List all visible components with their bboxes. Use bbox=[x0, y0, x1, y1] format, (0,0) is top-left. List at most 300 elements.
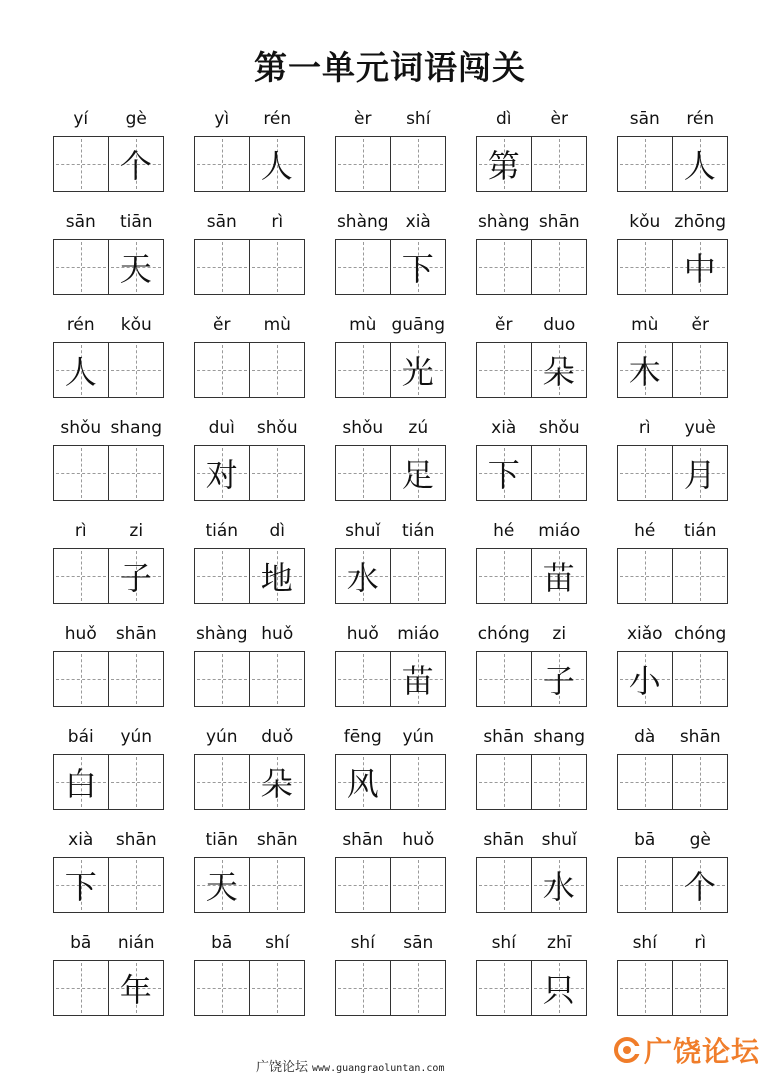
pinyin-row bbox=[194, 207, 305, 237]
tianzige-pair bbox=[53, 651, 164, 707]
tianzige-box[interactable] bbox=[391, 445, 447, 501]
pinyin-row bbox=[194, 310, 305, 340]
tianzige-pair bbox=[476, 857, 587, 913]
tianzige-box[interactable] bbox=[617, 136, 673, 192]
tianzige-box[interactable] bbox=[53, 548, 109, 604]
tianzige-pair bbox=[617, 754, 728, 810]
tianzige-box[interactable] bbox=[250, 136, 306, 192]
pinyin-row bbox=[476, 722, 587, 752]
tianzige-pair bbox=[194, 136, 305, 192]
pinyin-syllable: xià bbox=[491, 418, 517, 438]
tianzige-box[interactable] bbox=[673, 651, 729, 707]
hanzi-char bbox=[250, 343, 305, 397]
tianzige-pair bbox=[335, 548, 446, 604]
pinyin-row bbox=[53, 928, 164, 958]
word-item bbox=[335, 516, 446, 619]
pinyin-syllable: shān bbox=[538, 212, 580, 232]
tianzige-box[interactable] bbox=[476, 239, 532, 295]
hanzi-char bbox=[618, 961, 672, 1015]
pinyin-row bbox=[194, 104, 305, 134]
pinyin-syllable: dì bbox=[269, 521, 285, 541]
page-title: 第一单元词语闯关 bbox=[254, 48, 526, 87]
tianzige-box[interactable] bbox=[53, 239, 109, 295]
tianzige-box[interactable] bbox=[532, 651, 588, 707]
hanzi-char: 个 bbox=[683, 868, 716, 906]
pinyin-syllable: sān bbox=[403, 933, 434, 953]
word-item bbox=[53, 928, 164, 1031]
hanzi-char bbox=[673, 549, 728, 603]
tianzige-box[interactable] bbox=[391, 548, 447, 604]
word-item bbox=[194, 104, 305, 207]
tianzige-box[interactable] bbox=[476, 136, 532, 192]
hanzi-char bbox=[195, 652, 249, 706]
hanzi-char bbox=[54, 240, 108, 294]
word-item bbox=[53, 516, 164, 619]
pinyin-syllable: shàng bbox=[477, 212, 530, 232]
tianzige-box[interactable] bbox=[617, 754, 673, 810]
hanzi-char: 水 bbox=[346, 559, 379, 597]
hanzi-char bbox=[618, 240, 672, 294]
tianzige-box[interactable] bbox=[532, 548, 588, 604]
word-item bbox=[617, 825, 728, 928]
pinyin-syllable: shàng bbox=[195, 624, 248, 644]
tianzige-pair bbox=[476, 754, 587, 810]
pinyin-syllable: rén bbox=[686, 109, 715, 129]
tianzige-box[interactable] bbox=[673, 136, 729, 192]
hanzi-char bbox=[54, 652, 108, 706]
pinyin-row bbox=[53, 722, 164, 752]
pinyin-row bbox=[476, 310, 587, 340]
hanzi-char: 小 bbox=[628, 662, 661, 700]
pinyin-syllable: zi bbox=[129, 521, 144, 541]
tianzige-box[interactable] bbox=[673, 445, 729, 501]
hanzi-char bbox=[391, 961, 446, 1015]
hanzi-char bbox=[109, 343, 164, 397]
tianzige-box[interactable] bbox=[617, 651, 673, 707]
tianzige-box[interactable] bbox=[673, 857, 729, 913]
pinyin-row bbox=[476, 928, 587, 958]
tianzige-pair bbox=[335, 960, 446, 1016]
hanzi-char: 下 bbox=[487, 456, 520, 494]
tianzige-box[interactable] bbox=[532, 754, 588, 810]
tianzige-box[interactable] bbox=[476, 548, 532, 604]
tianzige-box[interactable] bbox=[194, 342, 250, 398]
tianzige-box[interactable] bbox=[335, 651, 391, 707]
tianzige-box[interactable] bbox=[532, 857, 588, 913]
word-item bbox=[194, 619, 305, 722]
pinyin-row bbox=[335, 619, 446, 649]
pinyin-row bbox=[335, 722, 446, 752]
tianzige-box[interactable] bbox=[194, 960, 250, 1016]
word-item bbox=[476, 516, 587, 619]
word-item bbox=[194, 722, 305, 825]
pinyin-syllable: ěr bbox=[213, 315, 231, 335]
pinyin-syllable: bā bbox=[70, 933, 92, 953]
pinyin-row bbox=[194, 928, 305, 958]
pinyin-syllable: huǒ bbox=[402, 830, 435, 850]
pinyin-syllable: hé bbox=[634, 521, 656, 541]
tianzige-pair bbox=[194, 651, 305, 707]
tianzige-box[interactable] bbox=[335, 857, 391, 913]
pinyin-syllable: nián bbox=[117, 933, 155, 953]
tianzige-pair bbox=[617, 136, 728, 192]
pinyin-syllable: tián bbox=[401, 521, 435, 541]
word-item bbox=[53, 619, 164, 722]
hanzi-char bbox=[673, 961, 728, 1015]
pinyin-syllable: xià bbox=[405, 212, 431, 232]
pinyin-syllable: yì bbox=[214, 109, 230, 129]
word-item bbox=[617, 310, 728, 413]
pinyin-syllable: shǒu bbox=[60, 418, 102, 438]
pinyin-syllable: yí bbox=[73, 109, 89, 129]
pinyin-syllable: huǒ bbox=[346, 624, 379, 644]
word-item bbox=[617, 104, 728, 207]
tianzige-box[interactable] bbox=[194, 548, 250, 604]
pinyin-syllable: mù bbox=[631, 315, 659, 335]
tianzige-box[interactable] bbox=[250, 548, 306, 604]
pinyin-syllable: bái bbox=[67, 727, 94, 747]
tianzige-box[interactable] bbox=[335, 548, 391, 604]
pinyin-syllable: gè bbox=[689, 830, 711, 850]
pinyin-row bbox=[53, 207, 164, 237]
tianzige-pair bbox=[194, 445, 305, 501]
pinyin-syllable: yún bbox=[402, 727, 435, 747]
word-item bbox=[335, 619, 446, 722]
site-logo[interactable] bbox=[614, 1030, 760, 1070]
tianzige-box[interactable] bbox=[53, 445, 109, 501]
hanzi-char: 对 bbox=[205, 456, 238, 494]
tianzige-box[interactable] bbox=[617, 548, 673, 604]
hanzi-char bbox=[54, 961, 108, 1015]
word-item bbox=[476, 413, 587, 516]
hanzi-char bbox=[336, 858, 390, 912]
tianzige-pair bbox=[53, 342, 164, 398]
tianzige-box[interactable] bbox=[53, 651, 109, 707]
word-item bbox=[335, 104, 446, 207]
tianzige-box[interactable] bbox=[532, 960, 588, 1016]
pinyin-syllable: ěr bbox=[691, 315, 709, 335]
pinyin-syllable: shān bbox=[256, 830, 298, 850]
tianzige-box[interactable] bbox=[335, 754, 391, 810]
hanzi-char: 下 bbox=[401, 250, 434, 288]
pinyin-syllable: shuǐ bbox=[541, 830, 577, 850]
tianzige-box[interactable] bbox=[53, 960, 109, 1016]
tianzige-box[interactable] bbox=[476, 857, 532, 913]
tianzige-box[interactable] bbox=[617, 342, 673, 398]
word-grid bbox=[53, 104, 728, 1031]
tianzige-pair bbox=[335, 239, 446, 295]
hanzi-char bbox=[532, 137, 587, 191]
tianzige-box[interactable] bbox=[391, 754, 447, 810]
tianzige-pair bbox=[617, 239, 728, 295]
tianzige-box[interactable] bbox=[250, 239, 306, 295]
pinyin-syllable: hé bbox=[493, 521, 515, 541]
tianzige-pair bbox=[617, 342, 728, 398]
tianzige-box[interactable] bbox=[673, 548, 729, 604]
hanzi-char: 子 bbox=[119, 559, 152, 597]
tianzige-box[interactable] bbox=[109, 548, 165, 604]
hanzi-char: 朵 bbox=[542, 353, 575, 391]
pinyin-row bbox=[476, 825, 587, 855]
pinyin-syllable: shān bbox=[483, 727, 525, 747]
pinyin-syllable: bā bbox=[211, 933, 233, 953]
tianzige-box[interactable] bbox=[109, 857, 165, 913]
logo-text: 广饶论坛 bbox=[644, 1035, 761, 1068]
hanzi-char: 足 bbox=[401, 456, 434, 494]
pinyin-row bbox=[53, 516, 164, 546]
pinyin-row bbox=[194, 516, 305, 546]
tianzige-box[interactable] bbox=[391, 651, 447, 707]
tianzige-box[interactable] bbox=[194, 239, 250, 295]
pinyin-syllable: chóng bbox=[477, 624, 530, 644]
word-item bbox=[335, 207, 446, 310]
hanzi-char bbox=[673, 652, 728, 706]
tianzige-box[interactable] bbox=[250, 960, 306, 1016]
tianzige-box[interactable] bbox=[673, 239, 729, 295]
tianzige-box[interactable] bbox=[617, 960, 673, 1016]
hanzi-char: 苗 bbox=[401, 662, 434, 700]
pinyin-syllable: zhōng bbox=[674, 212, 727, 232]
hanzi-char bbox=[54, 137, 108, 191]
pinyin-syllable: yún bbox=[120, 727, 153, 747]
hanzi-char: 水 bbox=[542, 868, 575, 906]
tianzige-pair bbox=[335, 857, 446, 913]
tianzige-box[interactable] bbox=[194, 651, 250, 707]
logo-mark-icon bbox=[614, 1037, 640, 1063]
tianzige-box[interactable] bbox=[391, 857, 447, 913]
pinyin-syllable: mù bbox=[349, 315, 377, 335]
tianzige-box[interactable] bbox=[476, 651, 532, 707]
hanzi-char bbox=[477, 343, 531, 397]
tianzige-box[interactable] bbox=[335, 960, 391, 1016]
tianzige-box[interactable] bbox=[335, 136, 391, 192]
pinyin-syllable: tián bbox=[683, 521, 717, 541]
pinyin-row bbox=[335, 310, 446, 340]
pinyin-syllable: sān bbox=[206, 212, 237, 232]
pinyin-syllable: tián bbox=[205, 521, 239, 541]
tianzige-pair bbox=[476, 239, 587, 295]
word-item bbox=[476, 310, 587, 413]
footer-site-name: 广饶论坛 bbox=[256, 1060, 309, 1075]
tianzige-pair bbox=[194, 239, 305, 295]
hanzi-char bbox=[618, 858, 672, 912]
tianzige-box[interactable] bbox=[476, 960, 532, 1016]
pinyin-row bbox=[194, 722, 305, 752]
tianzige-pair bbox=[617, 857, 728, 913]
tianzige-box[interactable] bbox=[617, 445, 673, 501]
hanzi-char bbox=[195, 549, 249, 603]
tianzige-pair bbox=[617, 548, 728, 604]
hanzi-char bbox=[336, 652, 390, 706]
hanzi-char bbox=[477, 240, 531, 294]
hanzi-char bbox=[250, 652, 305, 706]
tianzige-box[interactable] bbox=[476, 754, 532, 810]
tianzige-pair bbox=[53, 857, 164, 913]
tianzige-pair bbox=[194, 342, 305, 398]
word-item bbox=[335, 825, 446, 928]
word-item bbox=[194, 207, 305, 310]
pinyin-row bbox=[617, 619, 728, 649]
tianzige-box[interactable] bbox=[53, 136, 109, 192]
pinyin-syllable: duǒ bbox=[261, 727, 294, 747]
tianzige-box[interactable] bbox=[109, 960, 165, 1016]
tianzige-box[interactable] bbox=[109, 445, 165, 501]
pinyin-syllable: sān bbox=[65, 212, 96, 232]
footer-url[interactable]: www.guangraoluntan.com bbox=[312, 1063, 445, 1074]
tianzige-pair bbox=[476, 960, 587, 1016]
tianzige-box[interactable] bbox=[194, 136, 250, 192]
pinyin-syllable: gè bbox=[125, 109, 147, 129]
hanzi-char bbox=[54, 446, 108, 500]
pinyin-row bbox=[194, 825, 305, 855]
tianzige-box[interactable] bbox=[109, 754, 165, 810]
pinyin-syllable: shān bbox=[679, 727, 721, 747]
tianzige-box[interactable] bbox=[109, 342, 165, 398]
hanzi-char: 风 bbox=[346, 765, 379, 803]
tianzige-box[interactable] bbox=[476, 445, 532, 501]
tianzige-box[interactable] bbox=[194, 754, 250, 810]
tianzige-pair bbox=[476, 445, 587, 501]
pinyin-row bbox=[335, 516, 446, 546]
hanzi-char bbox=[250, 446, 305, 500]
hanzi-char bbox=[195, 240, 249, 294]
word-item bbox=[476, 104, 587, 207]
tianzige-pair bbox=[476, 342, 587, 398]
pinyin-row bbox=[617, 825, 728, 855]
pinyin-row bbox=[194, 413, 305, 443]
pinyin-row bbox=[617, 207, 728, 237]
pinyin-syllable: xiǎo bbox=[626, 624, 663, 644]
hanzi-char: 中 bbox=[683, 250, 716, 288]
pinyin-syllable: èr bbox=[550, 109, 568, 129]
hanzi-char bbox=[673, 755, 728, 809]
pinyin-syllable: shí bbox=[406, 109, 431, 129]
hanzi-char: 下 bbox=[64, 868, 97, 906]
hanzi-char bbox=[250, 961, 305, 1015]
hanzi-char bbox=[250, 240, 305, 294]
tianzige-box[interactable] bbox=[532, 445, 588, 501]
word-item bbox=[194, 825, 305, 928]
tianzige-box[interactable] bbox=[617, 857, 673, 913]
tianzige-box[interactable] bbox=[476, 342, 532, 398]
pinyin-syllable: rì bbox=[74, 521, 87, 541]
tianzige-box[interactable] bbox=[673, 342, 729, 398]
tianzige-box[interactable] bbox=[673, 960, 729, 1016]
tianzige-box[interactable] bbox=[250, 445, 306, 501]
tianzige-box[interactable] bbox=[617, 239, 673, 295]
tianzige-box[interactable] bbox=[673, 754, 729, 810]
tianzige-box[interactable] bbox=[53, 857, 109, 913]
pinyin-syllable: huǒ bbox=[261, 624, 294, 644]
tianzige-box[interactable] bbox=[532, 239, 588, 295]
hanzi-char: 白 bbox=[64, 765, 97, 803]
hanzi-char bbox=[391, 137, 446, 191]
hanzi-char bbox=[336, 240, 390, 294]
pinyin-row bbox=[617, 722, 728, 752]
hanzi-char bbox=[618, 755, 672, 809]
tianzige-box[interactable] bbox=[109, 651, 165, 707]
pinyin-syllable: kǒu bbox=[629, 212, 661, 232]
pinyin-syllable: dì bbox=[495, 109, 512, 129]
tianzige-box[interactable] bbox=[250, 754, 306, 810]
hanzi-char: 只 bbox=[542, 971, 575, 1009]
pinyin-syllable: shān bbox=[483, 830, 525, 850]
word-item bbox=[53, 104, 164, 207]
tianzige-box[interactable] bbox=[335, 239, 391, 295]
hanzi-char bbox=[336, 343, 390, 397]
pinyin-syllable: guāng bbox=[391, 315, 446, 335]
hanzi-char: 朵 bbox=[260, 765, 293, 803]
tianzige-box[interactable] bbox=[53, 342, 109, 398]
pinyin-syllable: shang bbox=[110, 418, 163, 438]
tianzige-pair bbox=[53, 445, 164, 501]
pinyin-syllable: mù bbox=[263, 315, 291, 335]
pinyin-row bbox=[335, 413, 446, 443]
pinyin-syllable: tiān bbox=[119, 212, 153, 232]
pinyin-row bbox=[617, 310, 728, 340]
pinyin-syllable: chóng bbox=[674, 624, 727, 644]
hanzi-char bbox=[618, 549, 672, 603]
tianzige-box[interactable] bbox=[532, 136, 588, 192]
tianzige-box[interactable] bbox=[250, 857, 306, 913]
tianzige-box[interactable] bbox=[250, 651, 306, 707]
hanzi-char bbox=[109, 446, 164, 500]
tianzige-pair bbox=[335, 651, 446, 707]
tianzige-box[interactable] bbox=[391, 960, 447, 1016]
tianzige-pair bbox=[476, 548, 587, 604]
hanzi-char: 子 bbox=[542, 662, 575, 700]
word-item bbox=[476, 825, 587, 928]
pinyin-syllable: miáo bbox=[538, 521, 581, 541]
tianzige-box[interactable] bbox=[250, 342, 306, 398]
tianzige-pair bbox=[194, 960, 305, 1016]
pinyin-syllable: duì bbox=[208, 418, 235, 438]
tianzige-box[interactable] bbox=[391, 136, 447, 192]
tianzige-box[interactable] bbox=[335, 445, 391, 501]
tianzige-pair bbox=[53, 239, 164, 295]
tianzige-box[interactable] bbox=[109, 136, 165, 192]
tianzige-pair bbox=[335, 754, 446, 810]
pinyin-syllable: rén bbox=[263, 109, 292, 129]
hanzi-char: 人 bbox=[64, 353, 97, 391]
hanzi-char: 地 bbox=[260, 559, 293, 597]
pinyin-syllable: èr bbox=[354, 109, 372, 129]
pinyin-syllable: duo bbox=[543, 315, 576, 335]
tianzige-box[interactable] bbox=[194, 445, 250, 501]
tianzige-box[interactable] bbox=[53, 754, 109, 810]
tianzige-box[interactable] bbox=[391, 239, 447, 295]
hanzi-char: 木 bbox=[628, 353, 661, 391]
tianzige-box[interactable] bbox=[335, 342, 391, 398]
word-item bbox=[617, 619, 728, 722]
tianzige-pair bbox=[194, 754, 305, 810]
word-item bbox=[194, 516, 305, 619]
hanzi-char: 光 bbox=[401, 353, 434, 391]
tianzige-pair bbox=[53, 754, 164, 810]
tianzige-pair bbox=[335, 445, 446, 501]
tianzige-box[interactable] bbox=[194, 857, 250, 913]
pinyin-syllable: shí bbox=[632, 933, 657, 953]
hanzi-char: 人 bbox=[683, 147, 716, 185]
tianzige-pair bbox=[53, 960, 164, 1016]
word-item bbox=[476, 207, 587, 310]
tianzige-box[interactable] bbox=[532, 342, 588, 398]
pinyin-syllable: shí bbox=[350, 933, 375, 953]
tianzige-box[interactable] bbox=[109, 239, 165, 295]
tianzige-box[interactable] bbox=[391, 342, 447, 398]
word-item bbox=[53, 825, 164, 928]
pinyin-syllable: shǒu bbox=[538, 418, 580, 438]
